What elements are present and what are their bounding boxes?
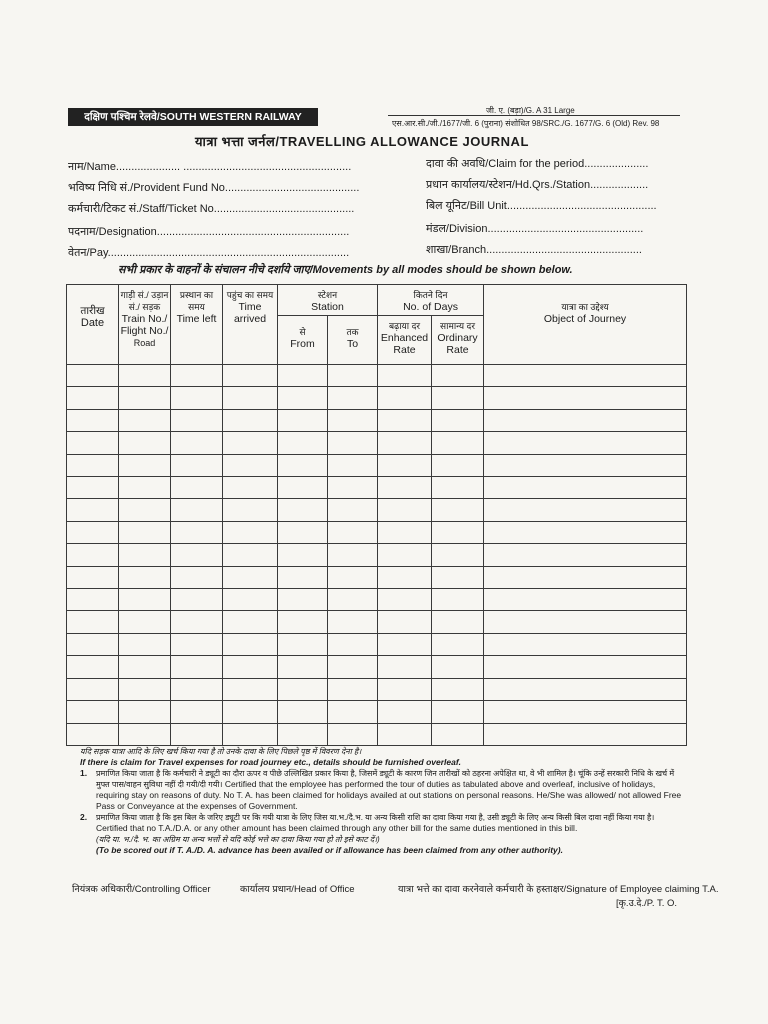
table-row: [67, 589, 687, 611]
head-of-office-signature: कार्यालय प्रधान/Head of Office: [240, 884, 355, 895]
header-to: [328, 316, 378, 365]
table-cell[interactable]: [278, 544, 328, 566]
table-cell[interactable]: [484, 633, 687, 655]
table-cell[interactable]: [278, 454, 328, 476]
table-cell[interactable]: [328, 477, 378, 499]
table-cell[interactable]: [119, 387, 171, 409]
table-cell[interactable]: [484, 409, 687, 431]
certificate-2-en: Certified that no T.A./D.A. or any other amount has been claimed through any other bill for the same duties mentioned in this bill.: [96, 823, 578, 833]
table-cell[interactable]: [171, 409, 223, 431]
table-cell[interactable]: [378, 409, 432, 431]
table-cell[interactable]: [484, 477, 687, 499]
table-cell[interactable]: [171, 432, 223, 454]
header-train-no: [119, 285, 171, 365]
header-enh-hi: बढ़ाया दर: [388, 321, 421, 331]
header-time-left-en: Time left: [176, 313, 217, 325]
table-cell[interactable]: [432, 521, 484, 543]
table-cell[interactable]: [223, 477, 278, 499]
table-row: [67, 544, 687, 566]
table-cell[interactable]: [223, 723, 278, 746]
table-cell[interactable]: [171, 477, 223, 499]
header-time-arr-en: Time arrived: [233, 301, 267, 325]
header-no-of-days: [378, 285, 484, 316]
table-cell[interactable]: [278, 521, 328, 543]
headquarters-field[interactable]: प्रधान कार्यालय/स्टेशन/Hd.Qrs./Station...................: [426, 179, 649, 191]
table-row: [67, 678, 687, 700]
table-cell[interactable]: [278, 723, 328, 746]
table-cell[interactable]: [328, 678, 378, 700]
table-cell[interactable]: [484, 656, 687, 678]
table-cell[interactable]: [378, 633, 432, 655]
header-to-hi: तक: [346, 327, 359, 337]
table-cell[interactable]: [67, 409, 119, 431]
table-cell[interactable]: [223, 633, 278, 655]
table-cell[interactable]: [378, 589, 432, 611]
header-station-hi: स्टेशन: [317, 290, 338, 300]
table-cell[interactable]: [119, 589, 171, 611]
table-cell[interactable]: [119, 678, 171, 700]
certificate-2-number: 2.: [80, 812, 88, 822]
table-cell[interactable]: [484, 566, 687, 588]
table-cell[interactable]: [67, 432, 119, 454]
table-cell[interactable]: [171, 678, 223, 700]
name-field[interactable]: नाम/Name..................... .......................................................: [68, 161, 352, 173]
table-row: [67, 432, 687, 454]
table-cell[interactable]: [378, 365, 432, 387]
table-row: [67, 365, 687, 387]
form-code-divider: [388, 115, 680, 116]
header-station-en: Station: [311, 301, 344, 313]
table-cell[interactable]: [171, 544, 223, 566]
header-days-en: No. of Days: [403, 301, 458, 313]
table-cell[interactable]: [328, 544, 378, 566]
table-cell[interactable]: [378, 656, 432, 678]
table-cell[interactable]: [378, 521, 432, 543]
table-cell[interactable]: [432, 499, 484, 521]
table-cell[interactable]: [484, 701, 687, 723]
table-cell[interactable]: [378, 723, 432, 746]
table-cell[interactable]: [223, 656, 278, 678]
table-cell[interactable]: [119, 499, 171, 521]
table-cell[interactable]: [432, 387, 484, 409]
table-cell[interactable]: [119, 409, 171, 431]
table-cell[interactable]: [378, 701, 432, 723]
table-cell[interactable]: [119, 656, 171, 678]
table-cell[interactable]: [223, 566, 278, 588]
table-cell[interactable]: [119, 723, 171, 746]
journal-table: [66, 284, 687, 746]
table-cell[interactable]: [278, 477, 328, 499]
table-cell[interactable]: [67, 589, 119, 611]
table-cell[interactable]: [223, 365, 278, 387]
table-cell[interactable]: [67, 365, 119, 387]
page-title: यात्रा भत्ता जर्नल/TRAVELLING ALLOWANCE JOURNAL: [195, 134, 529, 149]
table-row: [67, 566, 687, 588]
table-cell[interactable]: [67, 566, 119, 588]
table-cell[interactable]: [378, 477, 432, 499]
table-cell[interactable]: [67, 611, 119, 633]
staff-ticket-field[interactable]: कर्मचारी/टिकट सं./Staff/Ticket No..............................................: [68, 203, 355, 215]
table-cell[interactable]: [171, 365, 223, 387]
table-cell[interactable]: [378, 454, 432, 476]
header-from-en: From: [290, 338, 315, 350]
pay-field[interactable]: वेतन/Pay...............................................................................: [68, 247, 350, 259]
table-cell[interactable]: [278, 566, 328, 588]
header-object-of-journey: [484, 285, 687, 365]
table-cell[interactable]: [171, 566, 223, 588]
header-ord-hi: सामान्य दर: [440, 321, 475, 331]
table-cell[interactable]: [67, 701, 119, 723]
table-row: [67, 521, 687, 543]
table-cell[interactable]: [171, 589, 223, 611]
table-cell[interactable]: [171, 723, 223, 746]
table-cell[interactable]: [432, 656, 484, 678]
table-cell[interactable]: [328, 701, 378, 723]
table-cell[interactable]: [119, 521, 171, 543]
table-cell[interactable]: [328, 432, 378, 454]
table-row: [67, 454, 687, 476]
table-cell[interactable]: [223, 499, 278, 521]
table-cell[interactable]: [328, 454, 378, 476]
table-cell[interactable]: [119, 611, 171, 633]
table-cell[interactable]: [223, 544, 278, 566]
table-cell[interactable]: [328, 656, 378, 678]
certificate-1: [80, 768, 686, 812]
table-row: [67, 409, 687, 431]
table-cell[interactable]: [223, 387, 278, 409]
header-train-hi: गाड़ी सं./ उड़ान सं./ सड़क: [120, 290, 169, 312]
table-cell[interactable]: [328, 387, 378, 409]
table-row: [67, 387, 687, 409]
table-row: [67, 723, 687, 746]
table-cell[interactable]: [432, 477, 484, 499]
table-cell[interactable]: [119, 454, 171, 476]
table-cell[interactable]: [432, 566, 484, 588]
header-time-arrived: [223, 285, 278, 365]
table-cell[interactable]: [432, 633, 484, 655]
road-claim-note-hi: यदि सड़क यात्रा आदि के लिए खर्च किया गया है तो उनके दावा के लिए पिछले पृष्ठ में विवरण देना है।: [80, 747, 362, 756]
table-cell[interactable]: [328, 611, 378, 633]
certificate-2-hi: प्रमाणित किया जाता है कि इस बिल के जरिए ड्यूटी पर कि गयी यात्रा के लिए जिस या.भ./दै.भ. या अन्य किसी राशि का दावा किया गया है, उसी ड्यूटी के लिए अन्य किसी बिल दावा नहीं किया गया है।: [96, 813, 655, 822]
table-cell[interactable]: [378, 499, 432, 521]
table-cell[interactable]: [278, 589, 328, 611]
controlling-officer-signature: नियंत्रक अधिकारी/Controlling Officer: [72, 884, 211, 895]
certificate-1-number: 1.: [80, 768, 88, 778]
header-ord-en: Ordinary Rate: [437, 332, 478, 356]
table-cell[interactable]: [171, 499, 223, 521]
table-cell[interactable]: [432, 678, 484, 700]
table-cell[interactable]: [278, 678, 328, 700]
header-time-left: [171, 285, 223, 365]
table-cell[interactable]: [223, 454, 278, 476]
certificate-2: [80, 812, 686, 834]
header-ordinary-rate: [432, 316, 484, 365]
table-cell[interactable]: [278, 499, 328, 521]
header-date-en: Date: [80, 317, 105, 329]
division-field[interactable]: मंडल/Division...................................................: [426, 223, 644, 235]
designation-field[interactable]: पदनाम/Designation...............................................................: [68, 226, 350, 238]
table-cell[interactable]: [171, 701, 223, 723]
table-cell[interactable]: [67, 454, 119, 476]
table-cell[interactable]: [484, 365, 687, 387]
score-out-note-hi: (यदि या. भ./दै. भ. का अग्रिम या अन्य भत्तों से यदि कोई भत्ते का दावा किया गया हो तो इसे काट दें।): [96, 835, 380, 844]
table-cell[interactable]: [278, 656, 328, 678]
table-cell[interactable]: [278, 387, 328, 409]
header-enh-en: Enhanced Rate: [380, 332, 429, 356]
table-cell[interactable]: [223, 589, 278, 611]
claim-period-field[interactable]: दावा की अवधि/Claim for the period.....................: [426, 158, 649, 170]
please-turn-over: [कृ.उ.दे./P. T. O.: [616, 898, 678, 909]
table-cell[interactable]: [223, 701, 278, 723]
table-cell[interactable]: [67, 544, 119, 566]
table-cell[interactable]: [432, 365, 484, 387]
table-row: [67, 701, 687, 723]
table-cell[interactable]: [171, 633, 223, 655]
table-cell[interactable]: [67, 499, 119, 521]
table-cell[interactable]: [378, 611, 432, 633]
employee-signature: यात्रा भत्ते का दावा करनेवाले कर्मचारी के हस्ताक्षर/Signature of Employee claiming T.A.: [398, 884, 719, 895]
table-cell[interactable]: [278, 432, 328, 454]
table-row: [67, 633, 687, 655]
table-cell[interactable]: [484, 454, 687, 476]
table-cell[interactable]: [223, 678, 278, 700]
table-cell[interactable]: [67, 678, 119, 700]
table-cell[interactable]: [171, 656, 223, 678]
table-cell[interactable]: [67, 477, 119, 499]
table-cell[interactable]: [171, 611, 223, 633]
table-cell[interactable]: [328, 633, 378, 655]
table-cell[interactable]: [378, 387, 432, 409]
road-claim-note-en: If there is claim for Travel expenses for road journey etc., details should be furnished overleaf.: [80, 757, 462, 767]
table-cell[interactable]: [378, 544, 432, 566]
bill-unit-field[interactable]: बिल यूनिट/Bill Unit.................................................: [426, 200, 657, 212]
table-cell[interactable]: [171, 521, 223, 543]
branch-field[interactable]: शाखा/Branch...................................................: [426, 244, 642, 256]
table-cell[interactable]: [432, 701, 484, 723]
table-cell[interactable]: [223, 432, 278, 454]
header-date: [67, 285, 119, 365]
table-row: [67, 656, 687, 678]
table-cell[interactable]: [67, 521, 119, 543]
table-cell[interactable]: [119, 365, 171, 387]
header-time-left-hi: प्रस्थान का समय: [179, 290, 214, 312]
header-object-hi: यात्रा का उद्देश्य: [561, 302, 609, 312]
table-cell[interactable]: [67, 387, 119, 409]
table-cell[interactable]: [171, 454, 223, 476]
table-cell[interactable]: [223, 521, 278, 543]
header-train-road: Road: [133, 338, 156, 348]
table-cell[interactable]: [119, 633, 171, 655]
railway-name-banner: दक्षिण पश्चिम रेलवे/SOUTH WESTERN RAILWAY: [68, 108, 318, 126]
table-cell[interactable]: [119, 432, 171, 454]
provident-fund-field[interactable]: भविष्य निधि सं./Provident Fund No............................................: [68, 182, 360, 194]
table-cell[interactable]: [484, 432, 687, 454]
table-cell[interactable]: [432, 611, 484, 633]
table-cell[interactable]: [119, 544, 171, 566]
table-cell[interactable]: [378, 566, 432, 588]
table-cell[interactable]: [278, 365, 328, 387]
table-cell[interactable]: [119, 701, 171, 723]
table-cell[interactable]: [432, 409, 484, 431]
table-cell[interactable]: [484, 544, 687, 566]
table-cell[interactable]: [278, 633, 328, 655]
table-cell[interactable]: [119, 477, 171, 499]
table-cell[interactable]: [432, 723, 484, 746]
table-cell[interactable]: [328, 723, 378, 746]
table-cell[interactable]: [432, 544, 484, 566]
form-code-large: जी. ए. (बड़ा)/G. A 31 Large: [486, 106, 575, 115]
table-cell[interactable]: [484, 723, 687, 746]
table-cell[interactable]: [432, 454, 484, 476]
certificate-1-en: Certified that the employee has performed the tour of duties as tabulated above and overleaf, inclusive of holidays, requiring stay on reasons of duty. No T. A. has been claimed for holidays availed at out stations on personal reasons. He/She was allowed/ not allowed Free Pass or Conveyance at the expenses of Government.: [96, 779, 682, 811]
header-from: [278, 316, 328, 365]
header-train-en: Train No./ Flight No./: [120, 313, 169, 337]
table-cell[interactable]: [328, 409, 378, 431]
movements-instruction: सभी प्रकार के वाहनों के संचालन नीचे दर्शाये जाए/Movements by all modes should be shown below.: [118, 264, 573, 276]
header-to-en: To: [346, 338, 359, 350]
header-enhanced-rate: [378, 316, 432, 365]
header-from-hi: से: [299, 327, 306, 337]
table-cell[interactable]: [67, 723, 119, 746]
table-cell[interactable]: [328, 365, 378, 387]
table-cell[interactable]: [432, 589, 484, 611]
table-cell[interactable]: [223, 611, 278, 633]
table-cell[interactable]: [67, 633, 119, 655]
certificate-1-hi: प्रमाणित किया जाता है कि कर्मचारी ने ड्यूटी का दौरा ऊपर व पीछे उल्लिखित प्रकार किया है, जिसमें ड्यूटी के कारण जिन तारीखों को ठहरना अपेक्षित था, वे भी शामिल है। चूंकि उन्हें सरकारी निधि के खर्च में मुफ्त पास/वाहन सुविधा नहीं दी गयी/दी गयी।: [96, 769, 675, 789]
table-cell[interactable]: [328, 521, 378, 543]
table-cell[interactable]: [328, 589, 378, 611]
score-out-note-en: (To be scored out if T. A./D. A. advance has been availed or if allowance has been claimed from any other authority).: [96, 845, 563, 855]
table-cell[interactable]: [484, 589, 687, 611]
table-row: [67, 611, 687, 633]
table-row: [67, 477, 687, 499]
table-cell[interactable]: [328, 499, 378, 521]
table-cell[interactable]: [484, 611, 687, 633]
header-date-hi: तारीख: [80, 305, 105, 317]
table-cell[interactable]: [278, 409, 328, 431]
header-object-en: Object of Journey: [543, 313, 627, 325]
table-cell[interactable]: [484, 499, 687, 521]
table-cell[interactable]: [119, 566, 171, 588]
table-cell[interactable]: [67, 656, 119, 678]
table-cell[interactable]: [223, 409, 278, 431]
table-row: [67, 499, 687, 521]
table-cell[interactable]: [484, 678, 687, 700]
table-cell[interactable]: [378, 678, 432, 700]
header-time-arr-hi: पहुंच का समय: [226, 290, 274, 300]
header-station: [278, 285, 378, 316]
table-cell[interactable]: [278, 611, 328, 633]
table-cell[interactable]: [328, 566, 378, 588]
table-cell[interactable]: [432, 432, 484, 454]
table-cell[interactable]: [378, 432, 432, 454]
table-cell[interactable]: [484, 521, 687, 543]
table-cell[interactable]: [171, 387, 223, 409]
journal-body: [67, 365, 687, 746]
form-code-revision: एस.आर.सी./जी./1677/जी. 6 (पुराना) संशोधित 98/SRC./G. 1677/G. 6 (Old) Rev. 98: [392, 119, 660, 128]
declarations: [80, 746, 686, 856]
table-cell[interactable]: [278, 701, 328, 723]
header-days-hi: कितने दिन: [413, 290, 448, 300]
table-cell[interactable]: [484, 387, 687, 409]
